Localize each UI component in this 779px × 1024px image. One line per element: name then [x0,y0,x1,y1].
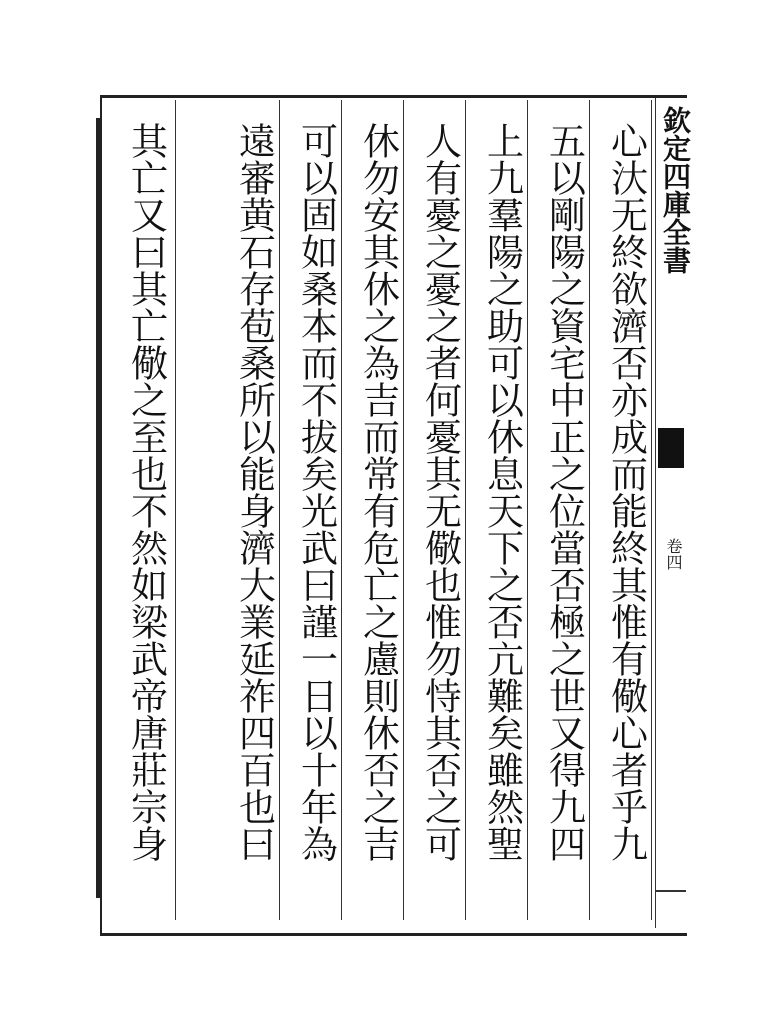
book-title: 欽定四庫全書 [659,106,692,274]
text-column-4 [414,100,466,920]
column-text: 其亡又曰其亡儆之至也不然如梁武帝唐莊宗身 [124,122,168,862]
column-text: 心汏无終欲濟否亦成而能終其惟有儆心者乎九 [604,122,648,862]
text-column-8 [116,100,176,920]
column-text: 休勿安其休之為吉而常有危亡之慮則休否之吉 [356,122,400,862]
column-text: 人有憂之憂之者何憂其无儆也惟勿恃其否之可 [418,122,462,862]
juan-label: 卷四 [664,538,683,570]
margin-column [655,98,692,928]
column-text: 可以固如桑本而不拔矣光武曰謹一日以十年為 [294,122,338,862]
column-text: 上九羣陽之助可以休息天下之否亢難矣雖然聖 [480,122,524,862]
text-column-7 [228,100,280,920]
text-column-3 [476,100,528,920]
margin-rule [656,890,686,892]
column-text: 遠審黄石存苞桑所以能身濟大業延祚四百也曰 [232,122,276,862]
text-column-5 [352,100,404,920]
text-column-1 [600,100,652,920]
text-column-2 [538,100,590,920]
text-column-6 [290,100,342,920]
fishtail-mark [658,428,684,468]
column-text: 五以剛陽之資宅中正之位當否極之世又得九四 [542,122,586,862]
